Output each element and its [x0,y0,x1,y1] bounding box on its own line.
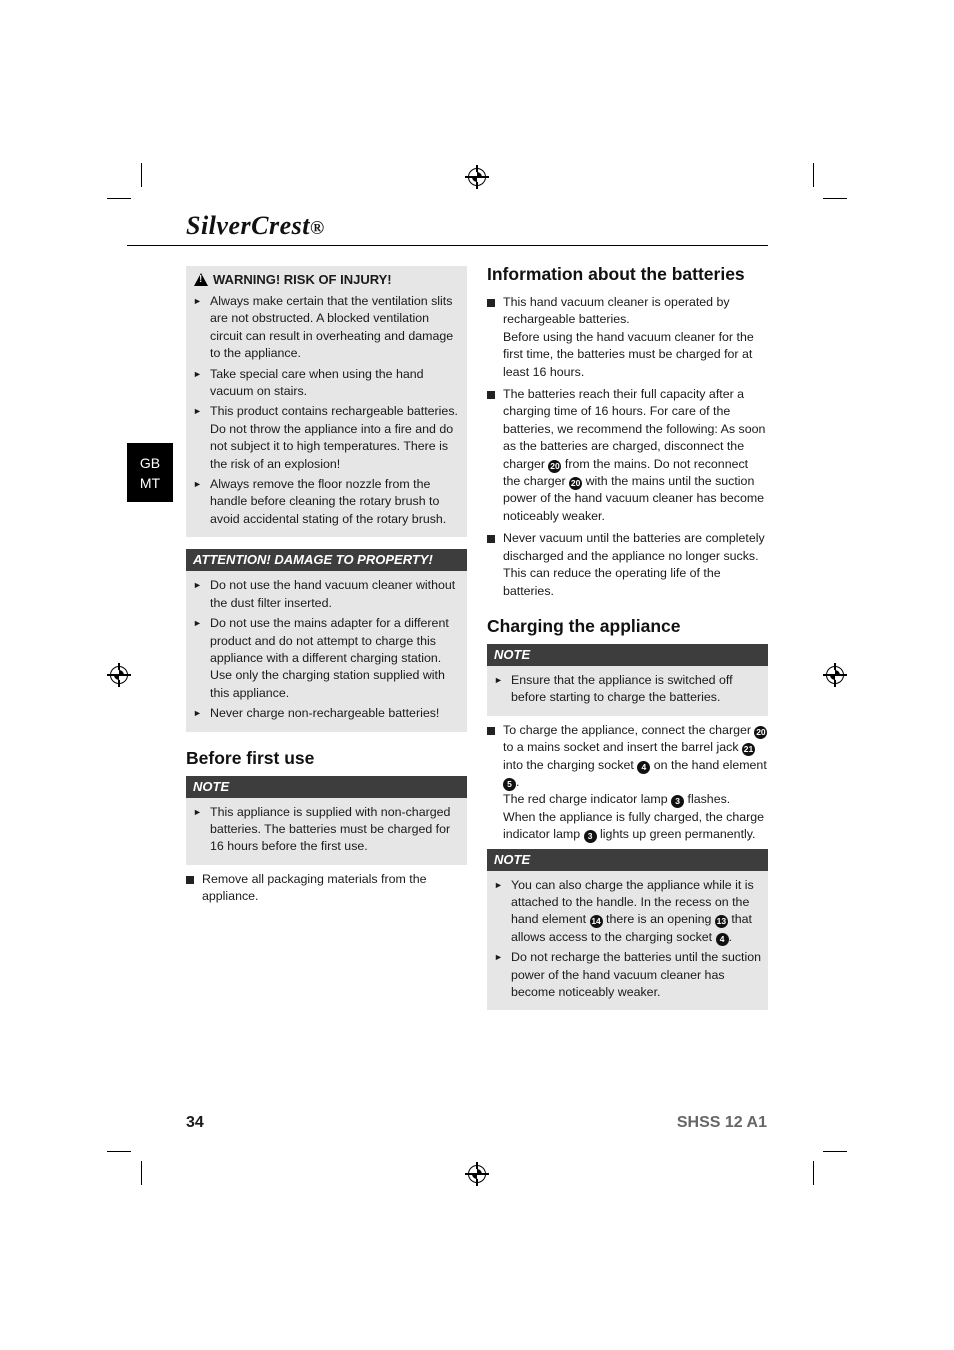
list-item: ► Always remove the floor nozzle from the handle before cleaning the rotary brush to avoid accidental stating of the rotary brush. [186,476,467,531]
step-item: To charge the appliance, connect the charger 20 to a mains socket and insert the barrel jack 21 into the charging socket 4 on the hand element 5 . The red charge indicator lamp 3 flashes. When the appliance is fully charged, the charge indicator lamp 3 lights up green permanently. [487,722,768,844]
section-heading-charging: Charging the appliance [487,615,681,636]
step-item: Remove all packaging materials from the appliance. [186,871,467,906]
arrow-bullet-icon: ► [193,479,202,490]
crop-mark [813,1161,814,1185]
list-item: ► Do not recharge the batteries until the suction power of the hand vacuum cleaner has become noticeably weaker. [487,949,768,1004]
crop-mark [823,198,847,199]
note-box [487,849,768,1011]
arrow-bullet-icon: ► [494,879,503,890]
warning-triangle-icon [194,273,208,286]
right-column [487,264,768,1010]
step-item: The batteries reach their full capacity after a charging time of 16 hours. For care of the batteries, we recommend the following: As soon as the batteries are charged, disconnect the charger 20 from the mains. Do not reconnect the charger 20 with the mains until the suction power of the hand vacuum cleaner has become noticeably weaker. [487,386,768,525]
list-item: ► Never charge non-rechargeable batteries! [186,705,467,725]
arrow-bullet-icon: ► [494,952,503,963]
square-bullet-icon [487,294,503,381]
language-gb: GB [139,455,161,471]
reference-number-icon: 4 [637,761,650,774]
crop-mark [141,1161,142,1185]
note-title: NOTE [487,849,768,871]
arrow-bullet-icon: ► [494,674,503,685]
crop-mark [107,198,131,199]
crop-mark [823,1151,847,1152]
list-item: ► Do not use the hand vacuum cleaner without the dust filter inserted. [186,577,467,615]
reference-number-icon: 5 [503,778,516,791]
list-item: ► You can also charge the appliance while it is attached to the handle. In the recess on the hand element 14 there is an opening 13 that allows access to the charging socket 4 . [487,877,768,950]
warning-title: WARNING! RISK OF INJURY! [213,272,392,287]
reference-number-icon: 3 [671,795,684,808]
list-item: ► Ensure that the appliance is switched off before starting to charge the batteries. [487,672,768,710]
warning-header [186,266,467,293]
registration-mark-icon [110,666,128,684]
registration-mark-icon [468,1165,486,1183]
list-item: ► This appliance is supplied with non-charged batteries. The batteries must be charged for 16 hours before the first use. [186,804,467,859]
reference-number-icon: 14 [591,916,601,927]
reference-number-icon: 3 [584,830,597,843]
page-number: 34 [186,1114,204,1131]
model-number: SHSS 12 A1 [676,1114,767,1131]
note-box [487,644,768,716]
note-title: NOTE [186,776,467,798]
language-tab [127,443,173,502]
attention-title: ATTENTION! DAMAGE TO PROPERTY! [186,549,467,571]
registration-mark-icon [826,666,844,684]
arrow-bullet-icon: ► [193,368,202,379]
square-bullet-icon [487,386,503,525]
note-title: NOTE [487,644,768,666]
list-item: ► Always make certain that the ventilation slits are not obstructed. A blocked ventilation circuit can result in overheating and damage to the appliance. [186,293,467,366]
step-item: This hand vacuum cleaner is operated by rechargeable batteries. Before using the hand vacuum cleaner for the first time, the batteries must be charged for at least 16 hours. [487,294,768,381]
arrow-bullet-icon: ► [193,406,202,417]
crop-mark [107,1151,131,1152]
square-bullet-icon [487,722,503,844]
section-heading-batteries: Information about the batteries [487,264,745,284]
language-mt: MT [139,475,161,491]
crop-mark [141,163,142,187]
list-item: ► This product contains rechargeable batteries. Do not throw the appliance into a fire and do not subject it to high temperatures. There is the risk of an explosion! [186,403,467,476]
note-box [186,776,467,865]
section-heading-before-first-use: Before first use [186,747,315,768]
brand-logo: SilverCrest® [186,211,325,240]
reference-number-icon: 20 [550,460,560,471]
step-item: Never vacuum until the batteries are completely discharged and the appliance no longer sucks. This can reduce the operating life of the batteries. [487,530,768,600]
header-rule [127,245,768,246]
arrow-bullet-icon: ► [193,708,202,719]
reference-number-icon: 21 [743,744,754,755]
left-column [186,266,467,906]
reference-number-icon: 4 [716,933,729,946]
warning-box [186,266,467,537]
square-bullet-icon [186,871,202,906]
arrow-bullet-icon: ► [193,806,202,817]
attention-box [186,549,467,731]
reference-number-icon: 13 [716,916,727,927]
list-item: ► Do not use the mains adapter for a different product and do not attempt to charge this appliance with a different charging station. Use only the charging station supplied with this appliance. [186,615,467,705]
arrow-bullet-icon: ► [193,580,202,591]
crop-mark [813,163,814,187]
arrow-bullet-icon: ► [193,296,202,306]
reference-number-icon: 20 [756,726,766,737]
arrow-bullet-icon: ► [193,618,202,629]
registration-mark-icon [468,168,486,186]
square-bullet-icon [487,530,503,600]
reference-number-icon: 20 [570,478,581,489]
list-item: ► Take special care when using the hand vacuum on stairs. [186,366,467,404]
